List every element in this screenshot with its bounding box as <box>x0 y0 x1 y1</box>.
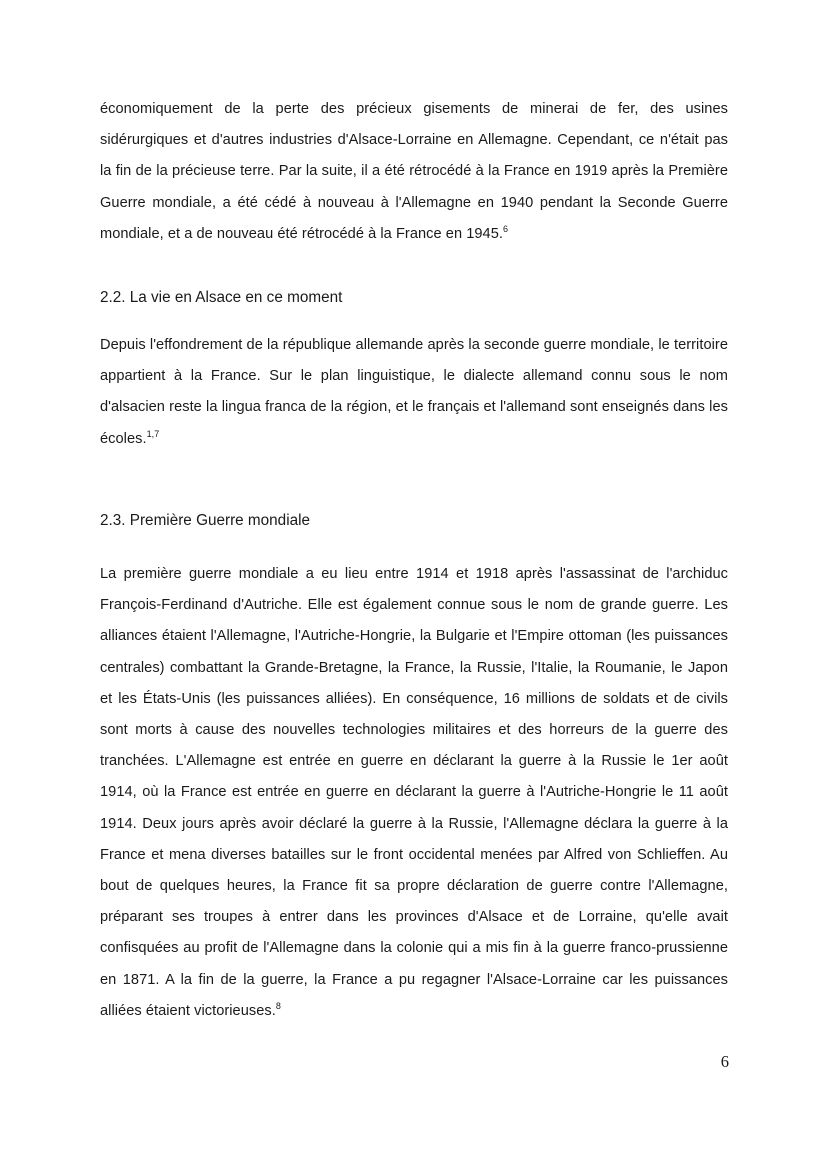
section-heading-2-2: 2.2. La vie en Alsace en ce moment <box>100 289 343 306</box>
page-number: 6 <box>720 1052 729 1071</box>
footnote-marker: 1,7 <box>146 428 160 439</box>
paragraph-alsace-lorraine-history <box>100 94 728 250</box>
footnote-marker: 6 <box>502 223 509 234</box>
paragraph-life-in-alsace <box>100 330 728 455</box>
paragraph-text: La première guerre mondiale a eu lieu entre 1914 et 1918 après l'assassinat de l'archiduc François-Ferdinand d'Autriche. Elle est également connue sous le nom de grande guerre. Les alliances étaient l'Allemagne, l'Autriche-Hongrie, la Bulgarie et l'Empire ottoman (les puissances centrales) combattant la Grande-Bretagne, la France, la Russie, l'Italie, la Roumanie, le Japon et les États-Unis (les puissances alliées). En conséquence, 16 millions de soldats et de civils sont morts à cause des nouvelles technologies militaires et des horreurs de la guerre des tranchées. L'Allemagne est entrée en guerre en déclarant la guerre à la Russie le 1er août 1914, où la France est entrée en guerre en déclarant la guerre à l'Autriche-Hongrie le 11 août 1914. Deux jours après avoir déclaré la guerre à la Russie, l'Allemagne déclara la guerre à la France et mena diverses batailles sur le front occidental menées par Alfred von Schlieffen. Au bout de quelques heures, la France fit sa propre déclaration de guerre contre l'Allemagne, préparant ses troupes à entrer dans les provinces d'Alsace et de Lorraine, qu'elle avait confisquées au profit de l'Allemagne dans la colonie qui a mis fin à la guerre franco-prussienne en 1871. A la fin de la guerre, la France a pu regagner l'Alsace-Lorraine car les puissances alliées étaient victorieuses. <box>100 566 728 1019</box>
paragraph-first-world-war <box>100 559 728 1027</box>
section-heading-2-3: 2.3. Première Guerre mondiale <box>100 512 311 529</box>
paragraph-text: Depuis l'effondrement de la république allemande après la seconde guerre mondiale, le territoire appartient à la France. Sur le plan linguistique, le dialecte allemand connu sous le nom d'alsacien reste la lingua franca de la région, et le français et l'allemand sont enseignés dans les écoles. <box>100 337 728 447</box>
footnote-marker: 8 <box>275 1000 281 1011</box>
paragraph-text: économiquement de la perte des précieux gisements de minerai de fer, des usines sidérurgiques et d'autres industries d'Alsace-Lorraine en Allemagne. Cependant, ce n'était pas la fin de la précieuse terre. Par la suite, il a été rétrocédé à la France en 1919 après la Première Guerre mondiale, a été cédé à nouveau à l'Allemagne en 1940 pendant la Seconde Guerre mondiale, et a de nouveau été rétrocédé à la France en 1945. <box>100 101 728 242</box>
